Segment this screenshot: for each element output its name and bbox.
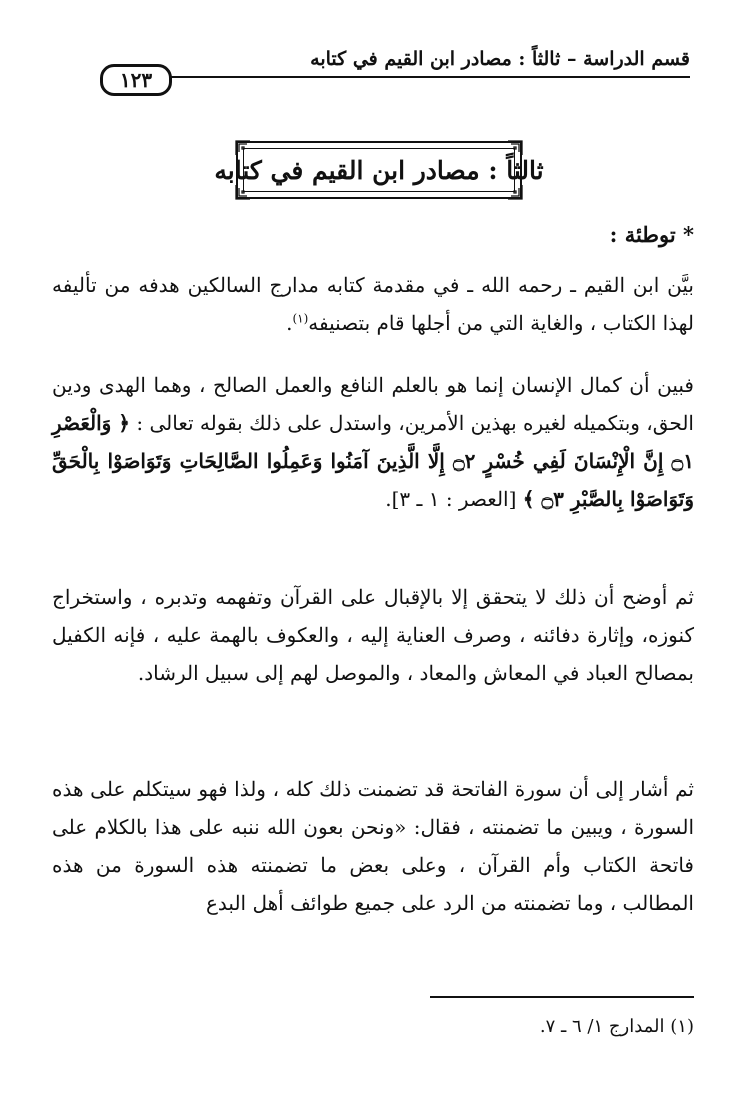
running-header (100, 42, 690, 92)
paragraph-verse-text: فبين أن كمال الإنسان إنما هو بالعلم النافع والعمل الصالح ، وهما الهدى ودين الحق، وبتكميله لغيره بهذين الأمرين، واستدل على ذلك بقوله تعالى : (52, 373, 694, 435)
subheading: * توطئة : (609, 222, 694, 247)
header-rule (164, 76, 690, 78)
paragraph-verse (52, 366, 694, 518)
quran-verse: ﴿ وَالْعَصْرِ ۝١ إِنَّ الْإِنْسَانَ لَفِي خُسْرٍ ۝٢ إِلَّا الَّذِينَ آمَنُوا وَعَمِلُوا الصَّالِحَاتِ وَتَوَاصَوْا بِالْحَقِّ وَتَوَاصَوْا بِالصَّبْرِ ۝٣ ﴾ (52, 411, 694, 511)
page-number: ١٢٣ (100, 64, 172, 96)
paragraph-intro-text: بيَّن ابن القيم ـ رحمه الله ـ في مقدمة كتابه مدارج السالكين هدفه من تأليفه لهذا الكتاب ، والغاية التي من أجلها قام بتصنيفه (52, 273, 694, 335)
section-title: ثالثاً : مصادر ابن القيم في كتابه (214, 155, 544, 185)
header-title: قسم الدراسة – ثالثاً : مصادر ابن القيم في كتابه (310, 48, 690, 70)
footnote-marker: (١) (292, 311, 309, 326)
paragraph-quran: ثم أوضح أن ذلك لا يتحقق إلا بالإقبال على القرآن وتفهمه وتدبره ، واستخراج كنوزه، وإثارة دفائنه ، وصرف العناية إليه ، والعكوف بالهمة عليه ، فإنه الكفيل بمصالح العباد في المعاش والمعاد ، والموصل لهم إلى سبيل الرشاد. (52, 585, 694, 685)
paragraph-fatiha: ثم أشار إلى أن سورة الفاتحة قد تضمنت ذلك كله ، ولذا فهو سيتكلم على هذه السورة ، ويبين ما تضمنته ، فقال: «ونحن بعون الله ننبه على هذا بالكلام على فاتحة الكتاب وأم القرآن ، وعلى بعض ما تضمنته هذه السورة من هذه المطالب ، وما تضمنته من الرد على جميع طوائف أهل البدع (52, 777, 694, 915)
paragraph-intro-end: . (286, 311, 293, 335)
section-title-inner (214, 148, 544, 192)
verse-reference: [العصر : ١ ـ ٣]. (385, 487, 517, 511)
section-title-frame (214, 141, 544, 199)
paragraph-intro (52, 266, 694, 342)
footnote: (١) المدارج ١/ ٦ ـ ٧. (539, 1016, 694, 1037)
footnote-rule (430, 996, 694, 998)
